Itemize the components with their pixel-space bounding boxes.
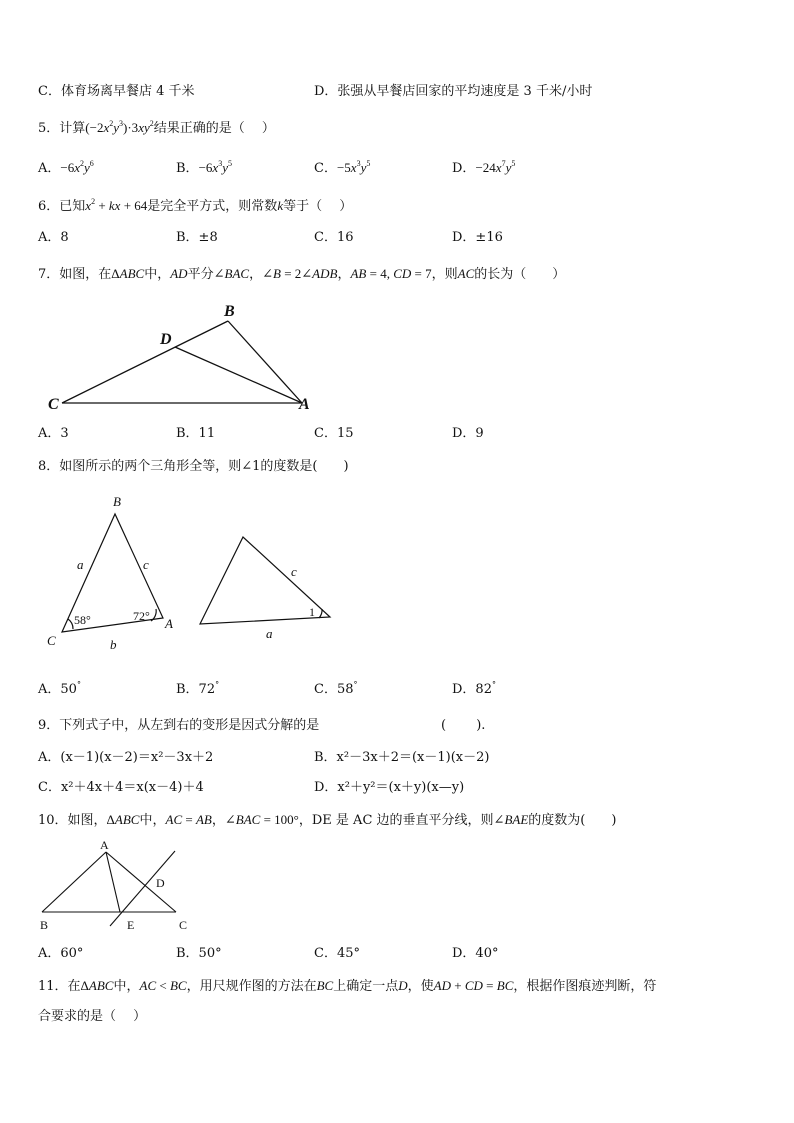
q10-stem: 10．如图，ΔABC中，AC = AB，∠BAC = 100°，DE 是 AC 边的垂直平分线，则∠BAE的度数为( )	[38, 812, 617, 828]
q10-label-b: B	[40, 918, 49, 932]
q10-label-e: E	[127, 918, 135, 932]
q9-paren: ( ).	[441, 718, 486, 733]
q9-option-d: D．x²＋y²＝(x＋y)(x—y)	[314, 780, 465, 795]
q7-option-c: C．15	[314, 426, 354, 441]
q7-label-d: D	[160, 331, 172, 348]
q8-label-b: B	[113, 494, 121, 509]
q6-option-a: A．8	[38, 230, 69, 245]
q8-side-a2: a	[266, 626, 273, 641]
q9-stem: 9．下列式子中，从左到右的变形是因式分解的是	[38, 718, 320, 733]
q7-option-a: A．3	[38, 426, 69, 441]
q8-option-d: D．82°	[452, 680, 496, 697]
q10-option-c: C．45°	[314, 946, 360, 961]
q10-option-b: B．50°	[176, 946, 222, 961]
q6-option-d: D．±16	[452, 230, 503, 245]
q9-option-c: C．x²＋4x＋4＝x(x－4)＋4	[38, 780, 204, 795]
q10-label-c: C	[179, 918, 188, 932]
q7-option-d: D．9	[452, 426, 484, 441]
q8-stem: 8．如图所示的两个三角形全等，则∠1的度数是( )	[38, 459, 349, 474]
q10-label-a: A	[100, 838, 109, 852]
q5-option-d: D．$-24x^7y^5$	[452, 159, 516, 176]
q11-stem: 11．在ΔABC中，AC < BC，用尺规作图的方法在BC上确定一点D，使AD + CD = BC，根据作图痕迹判断，符	[38, 978, 657, 994]
q5-stem: 5．计算$(-2x^2y^3)\cdot 3xy^2$结果正确的是（ ）	[38, 119, 275, 136]
q7-label-c: C	[48, 396, 59, 413]
q8-option-c: C．58°	[314, 680, 358, 697]
q5-option-a: A．$-6x^2y^6$	[38, 159, 94, 176]
q6-option-c: C．16	[314, 230, 354, 245]
q7-stem: 7．如图，在ΔABC中，AD平分∠BAC，∠B = 2∠ADB，AB = 4, CD = 7，则AC的长为（ ）	[38, 266, 566, 282]
q6-option-b: B．±8	[176, 230, 218, 245]
q8-angle-1: 1	[309, 605, 315, 619]
q8-side-a1: a	[77, 557, 84, 572]
q8-side-b1: b	[110, 637, 117, 652]
q9-option-a: A．(x－1)(x－2)＝x²－3x＋2	[38, 750, 214, 765]
q4-option-c: C．体育场离早餐店 4 千米	[38, 84, 195, 99]
q6-stem: 6．已知$x^2$ + kx + 64是完全平方式，则常数k等于（ ）	[38, 197, 353, 214]
q8-label-c: C	[47, 633, 56, 648]
q8-option-a: A．50°	[38, 680, 81, 697]
q7-label-b: B	[224, 303, 235, 320]
q11-stem-line2: 合要求的是（ ）	[38, 1009, 147, 1024]
q7-label-a: A	[299, 396, 310, 413]
q10-label-d: D	[156, 876, 165, 890]
q5-option-c: C．$-5x^3y^5$	[314, 159, 371, 176]
q10-option-a: A．60°	[38, 946, 84, 961]
q9-option-b: B．x²－3x＋2＝(x－1)(x－2)	[314, 750, 490, 765]
q8-angle-72: 72°	[133, 609, 150, 623]
q8-option-b: B．72°	[176, 680, 220, 697]
q5-option-b: B．$-6x^3y^5$	[176, 159, 232, 176]
q8-label-a: A	[165, 616, 173, 631]
q10-option-d: D．40°	[452, 946, 499, 961]
q8-side-c2: c	[291, 564, 297, 579]
q4-option-d: D．张强从早餐店回家的平均速度是 3 千米/小时	[314, 84, 593, 99]
q8-angle-58: 58°	[74, 613, 91, 627]
q8-side-c1: c	[143, 557, 149, 572]
q7-option-b: B．11	[176, 426, 216, 441]
